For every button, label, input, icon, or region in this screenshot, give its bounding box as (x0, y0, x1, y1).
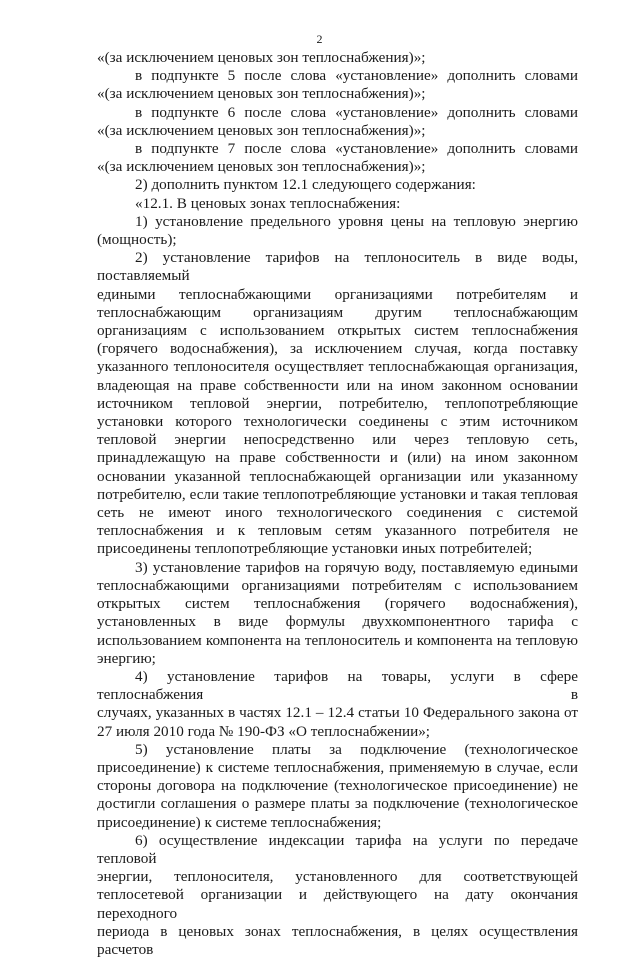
text-line: открытых систем теплоснабжения (горячего водоснабжения), (97, 595, 578, 613)
text-line: энергии, теплоносителя, установленного для соответствующей (97, 868, 578, 886)
text-line: стороны договора на подключение (технологическое присоединение) не (97, 777, 578, 795)
text-line: 5) установление платы за подключение (технологическое (135, 740, 578, 758)
text-line: 27 июля 2010 года № 190-ФЗ «О теплоснабжении»; (97, 722, 431, 740)
text-line: в подпункте 7 после слова «установление» дополнить словами (135, 140, 578, 158)
text-line: использованием компонента на теплоноситель и компонента на тепловую (97, 631, 578, 649)
document-body (97, 49, 578, 959)
text-line: указанного теплоносителя осуществляет теплоснабжающая организация, (97, 358, 578, 376)
text-line: установки которого технологически соединены с этим источником (97, 413, 578, 431)
text-line: присоединены теплопотребляющие установки иных потребителей; (97, 540, 533, 558)
text-line: 6) осуществление индексации тарифа на услуги по передаче тепловой (97, 831, 578, 867)
text-line: «12.1. В ценовых зонах теплоснабжения: (135, 194, 401, 212)
text-line: (мощность); (97, 231, 177, 249)
text-line: потребителю, если такие теплопотребляющие установки и такая тепловая (97, 485, 578, 503)
text-line: тепловой энергии непосредственно или через тепловую сеть, (97, 431, 578, 449)
text-line: «(за исключением ценовых зон теплоснабжения)»; (97, 49, 426, 66)
text-line: 4) установление тарифов на товары, услуги в сфере теплоснабжения в (97, 667, 578, 704)
text-line: 3) установление тарифов на горячую воду, поставляемую едиными (135, 558, 578, 576)
text-line: источником тепловой энергии, потребителю, теплопотребляющие (97, 394, 578, 412)
text-line: энергию; (97, 649, 156, 667)
text-line: теплоснабжения и к тепловым сетям указанного потребителя не (97, 522, 578, 540)
text-line: достигли соглашения о размере платы за подключение (технологическое (97, 795, 578, 813)
text-line: присоединение) к системе теплоснабжения; (97, 813, 382, 831)
text-line: (горячего водоснабжения), за исключением случая, когда поставку (97, 340, 578, 358)
text-line: в подпункте 6 после слова «установление» дополнить словами (135, 103, 578, 121)
text-line: теплосетевой организации и действующего на дату окончания переходного (97, 886, 578, 922)
text-line: 1) установление предельного уровня цены на тепловую энергию (135, 212, 578, 230)
text-line: 2) установление тарифов на теплоноситель в виде воды, поставляемый (97, 249, 578, 285)
text-line: основании указанной теплоснабжающей организации или указанному (97, 467, 578, 485)
text-line: периода в ценовых зонах теплоснабжения, в целях осуществления расчетов (97, 922, 578, 958)
text-line: принадлежащую на праве собственности и (или) на ином законном (97, 449, 578, 467)
text-line: теплоснабжающим организациям другим теплоснабжающим (97, 303, 578, 321)
text-line: владеющая на праве собственности или на ином законном основании (97, 376, 578, 394)
text-line: в подпункте 5 после слова «установление» дополнить словами (135, 67, 578, 85)
text-line: организациям с использованием открытых систем теплоснабжения (97, 322, 578, 340)
text-line: «(за исключением ценовых зон теплоснабжения)»; (97, 85, 426, 103)
text-line: установленных в виде формулы двухкомпонентного тарифа с (97, 613, 578, 631)
text-line: теплоснабжающими организациями потребителям с использованием (97, 576, 578, 594)
text-line: 2) дополнить пунктом 12.1 следующего содержания: (135, 176, 476, 194)
text-line: сеть не имеют иного технологического соединения с системой (97, 504, 578, 522)
text-line: присоединение) к системе теплоснабжения, применяемую в случае, если (97, 758, 578, 776)
text-line: едиными теплоснабжающими организациями потребителям и (97, 285, 578, 303)
text-line: «(за исключением ценовых зон теплоснабжения)»; (97, 121, 426, 139)
page-number: 2 (316, 32, 323, 46)
text-line: «(за исключением ценовых зон теплоснабжения)»; (97, 158, 426, 176)
text-line: случаях, указанных в частях 12.1 – 12.4 статьи 10 Федерального закона от (97, 704, 578, 722)
